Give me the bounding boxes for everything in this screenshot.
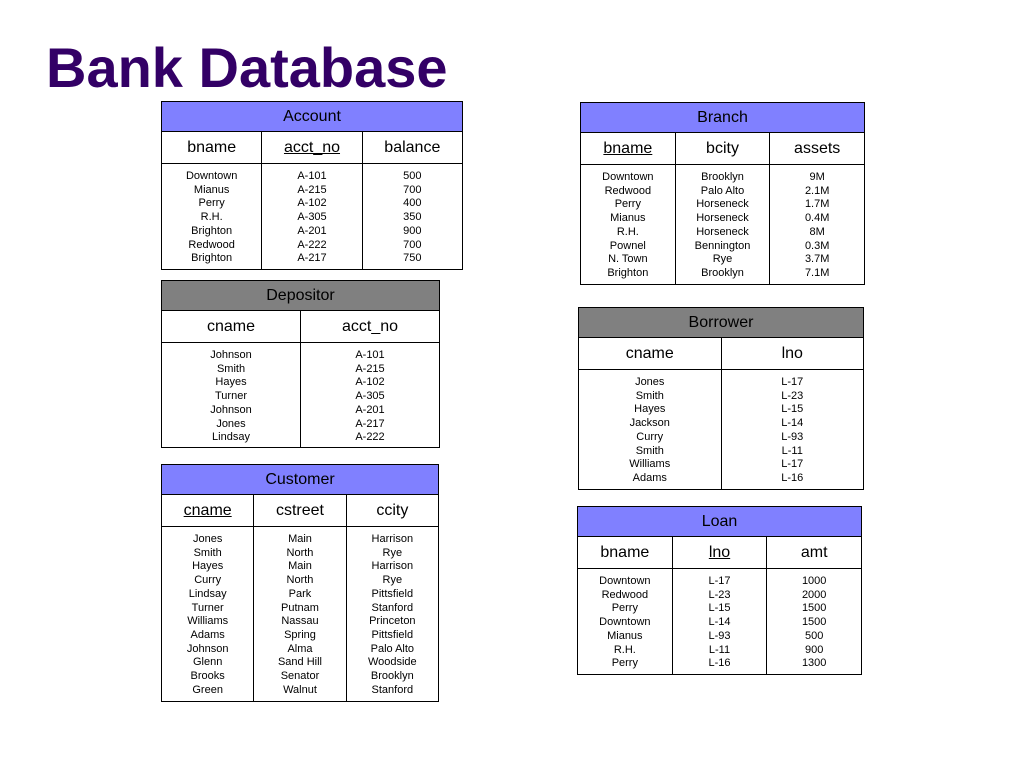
header-row (578, 537, 861, 569)
table-cell: Main (288, 533, 312, 545)
table-cell: 500 (805, 629, 824, 642)
borrower-table (578, 307, 864, 490)
table-column (301, 343, 439, 447)
table-cell: Brooklyn (701, 171, 744, 183)
table-column (770, 165, 864, 284)
table-caption: Borrower (579, 308, 863, 338)
table-cell: Jones (635, 376, 665, 388)
table-column (578, 569, 673, 674)
table-cell: A-101 (355, 349, 385, 361)
table-cell: Putnam (281, 601, 319, 614)
table-cell: North (286, 546, 314, 559)
table-cell: L-23 (781, 389, 804, 402)
table-cell: Redwood (601, 588, 649, 601)
table-cell: Palo Alto (700, 184, 745, 197)
table-cell: Mianus (607, 629, 643, 642)
table-cell: R.H. (616, 225, 639, 238)
table-column (673, 569, 768, 674)
table-cell: A-222 (297, 238, 327, 251)
table-body (578, 569, 861, 674)
table-column (254, 527, 346, 701)
table-cell: Rye (712, 253, 733, 266)
table-cell: Stanford (371, 683, 414, 696)
table-cell: Brooks (190, 670, 225, 683)
table-cell: Main (288, 560, 312, 573)
header-row (162, 495, 438, 527)
table-cell: Hayes (634, 403, 666, 416)
table-cell: L-17 (708, 575, 731, 587)
column-header: cname (162, 311, 301, 342)
table-cell: Jones (216, 417, 246, 430)
table-cell: 350 (403, 211, 422, 224)
table-cell: L-93 (781, 430, 804, 443)
table-cell: 700 (403, 238, 422, 251)
table-cell: 1500 (801, 602, 827, 615)
table-cell: Park (288, 587, 312, 600)
table-cell: Nassau (281, 615, 319, 628)
table-column (581, 165, 676, 284)
column-header: ccity (376, 501, 409, 519)
table-cell: 900 (403, 224, 422, 237)
page-title: Bank Database (46, 36, 448, 99)
table-cell: Walnut (283, 683, 317, 696)
column-header: bcity (676, 133, 771, 164)
table-cell: Perry (198, 197, 225, 210)
table-cell: Brooklyn (701, 266, 744, 279)
table-cell: 500 (403, 170, 422, 182)
table-column (162, 527, 254, 701)
table-cell: Harrison (371, 533, 414, 545)
table-body (581, 165, 864, 284)
table-cell: 900 (805, 643, 824, 656)
table-cell: 400 (403, 197, 422, 210)
table-cell: Palo Alto (370, 642, 415, 655)
table-cell: Smith (216, 362, 246, 375)
table-cell: Mianus (193, 183, 230, 196)
table-cell: Adams (190, 628, 225, 641)
table-cell: N. Town (608, 253, 648, 266)
table-column (347, 527, 438, 701)
column-header: bname (162, 132, 262, 163)
table-cell: Pittsfield (371, 628, 414, 641)
depositor-table (161, 280, 440, 448)
table-cell: Lindsay (212, 431, 250, 444)
table-cell: Hayes (192, 560, 224, 573)
table-cell: Smith (635, 444, 664, 457)
customer-table (161, 464, 439, 702)
table-cell: Jones (192, 533, 223, 545)
table-cell: Curry (194, 574, 222, 587)
table-cell: R.H. (200, 211, 223, 224)
table-cell: Johnson (186, 642, 229, 655)
table-cell: 1.7M (804, 198, 830, 211)
table-cell: 3.7M (804, 253, 830, 266)
table-cell: A-215 (297, 183, 327, 196)
table-cell: L-16 (781, 471, 804, 484)
table-cell: Jackson (629, 417, 670, 430)
table-cell: Woodside (367, 656, 417, 669)
branch-table (580, 102, 865, 285)
table-cell: Redwood (604, 184, 652, 197)
table-cell: A-305 (297, 211, 327, 224)
table-column (262, 164, 362, 269)
loan-table (577, 506, 862, 675)
table-cell: 1300 (801, 657, 827, 670)
table-cell: Perry (611, 602, 638, 615)
table-cell: Turner (215, 390, 247, 403)
table-caption: Loan (578, 507, 861, 537)
header-row (162, 132, 462, 164)
table-cell: L-15 (781, 403, 804, 416)
table-column (162, 343, 301, 447)
table-cell: Horseneck (696, 225, 749, 238)
table-column (162, 164, 262, 269)
table-cell: Pownel (609, 239, 646, 252)
table-cell: Stanford (371, 601, 414, 614)
table-cell: Lindsay (188, 587, 227, 600)
column-header: cname (579, 338, 722, 369)
table-cell: 750 (403, 252, 422, 265)
table-cell: R.H. (613, 643, 636, 656)
table-cell: A-102 (355, 376, 385, 389)
table-cell: Downtown (599, 616, 651, 629)
table-caption: Account (162, 102, 462, 132)
table-cell: Princeton (369, 615, 416, 628)
table-cell: Harrison (371, 560, 414, 573)
table-cell: Mianus (610, 212, 646, 225)
table-cell: L-93 (708, 629, 731, 642)
table-caption: Branch (581, 103, 864, 133)
table-cell: 0.4M (804, 212, 830, 225)
table-cell: 0.3M (804, 239, 830, 252)
table-cell: L-15 (708, 602, 731, 615)
table-column (767, 569, 861, 674)
table-cell: L-11 (781, 444, 803, 457)
column-header: cstreet (254, 495, 346, 526)
table-cell: A-101 (297, 170, 327, 182)
table-cell: Downtown (602, 171, 654, 183)
table-cell: North (286, 574, 314, 587)
table-cell: Perry (611, 657, 638, 670)
table-cell: 2.1M (804, 184, 830, 197)
table-cell: Adams (632, 471, 667, 484)
table-cell: Downtown (185, 170, 238, 182)
table-cell: L-16 (708, 657, 731, 670)
table-cell: Williams (629, 458, 671, 471)
table-column (363, 164, 462, 269)
table-cell: L-14 (781, 417, 804, 430)
table-cell: Brighton (191, 252, 233, 265)
table-cell: Rye (382, 574, 403, 587)
table-cell: Bennington (694, 239, 751, 252)
table-cell: 1000 (801, 575, 827, 587)
table-cell: Green (192, 683, 223, 696)
column-header: lno (673, 537, 768, 568)
table-cell: A-217 (297, 252, 327, 265)
table-cell: Brighton (191, 224, 233, 237)
column-header: acct_no (262, 132, 362, 163)
table-cell: A-215 (355, 362, 385, 375)
table-cell: A-217 (355, 417, 385, 430)
table-cell: Curry (636, 430, 664, 443)
column-header: lno (781, 344, 803, 362)
table-cell: Brooklyn (370, 670, 414, 683)
table-cell: L-14 (708, 616, 731, 629)
column-header: assets (794, 139, 841, 157)
table-cell: Smith (193, 546, 222, 559)
table-cell: Spring (284, 628, 316, 641)
table-cell: Brighton (607, 266, 649, 279)
table-body (162, 164, 462, 269)
column-header: acct_no (341, 317, 399, 335)
table-caption: Depositor (162, 281, 439, 311)
table-cell: Sand Hill (277, 656, 322, 669)
table-cell: 7.1M (804, 266, 830, 279)
header-row (162, 311, 439, 343)
table-body (579, 370, 863, 489)
table-cell: Smith (635, 389, 664, 402)
table-cell: Hayes (215, 376, 247, 389)
table-cell: Horseneck (696, 212, 749, 225)
column-header: amt (800, 543, 828, 561)
table-cell: Perry (614, 198, 641, 211)
table-cell: A-222 (355, 431, 385, 444)
table-cell: Downtown (599, 575, 651, 587)
table-cell: Johnson (210, 349, 252, 361)
table-column (676, 165, 771, 284)
table-cell: A-201 (355, 403, 385, 416)
table-body (162, 527, 438, 701)
table-cell: A-102 (297, 197, 327, 210)
table-cell: A-201 (297, 224, 327, 237)
table-column (722, 370, 864, 489)
table-cell: Pittsfield (371, 587, 414, 600)
column-header: bname (581, 133, 676, 164)
table-cell: Johnson (210, 403, 252, 416)
table-cell: Alma (287, 642, 313, 655)
table-cell: 8M (809, 225, 825, 238)
table-cell: A-305 (355, 390, 385, 403)
table-cell: 9M (809, 171, 825, 183)
column-header: bname (578, 537, 673, 568)
table-cell: L-17 (781, 458, 804, 471)
table-cell: Horseneck (696, 198, 749, 211)
table-cell: Senator (280, 670, 320, 683)
table-cell: Williams (187, 615, 229, 628)
account-table (161, 101, 463, 270)
table-cell: Glenn (192, 656, 223, 669)
table-cell: 700 (403, 183, 422, 196)
table-cell: Turner (191, 601, 224, 614)
table-cell: Rye (382, 546, 403, 559)
header-row (581, 133, 864, 165)
header-row (579, 338, 863, 370)
table-cell: L-17 (781, 376, 804, 388)
table-cell: 1500 (801, 616, 827, 629)
table-cell: Redwood (188, 238, 235, 251)
table-cell: L-23 (708, 588, 731, 601)
column-header: balance (384, 138, 441, 156)
table-caption: Customer (162, 465, 438, 495)
table-column (579, 370, 722, 489)
column-header: cname (162, 495, 254, 526)
table-body (162, 343, 439, 447)
table-cell: 2000 (801, 588, 827, 601)
table-cell: L-11 (708, 643, 731, 656)
